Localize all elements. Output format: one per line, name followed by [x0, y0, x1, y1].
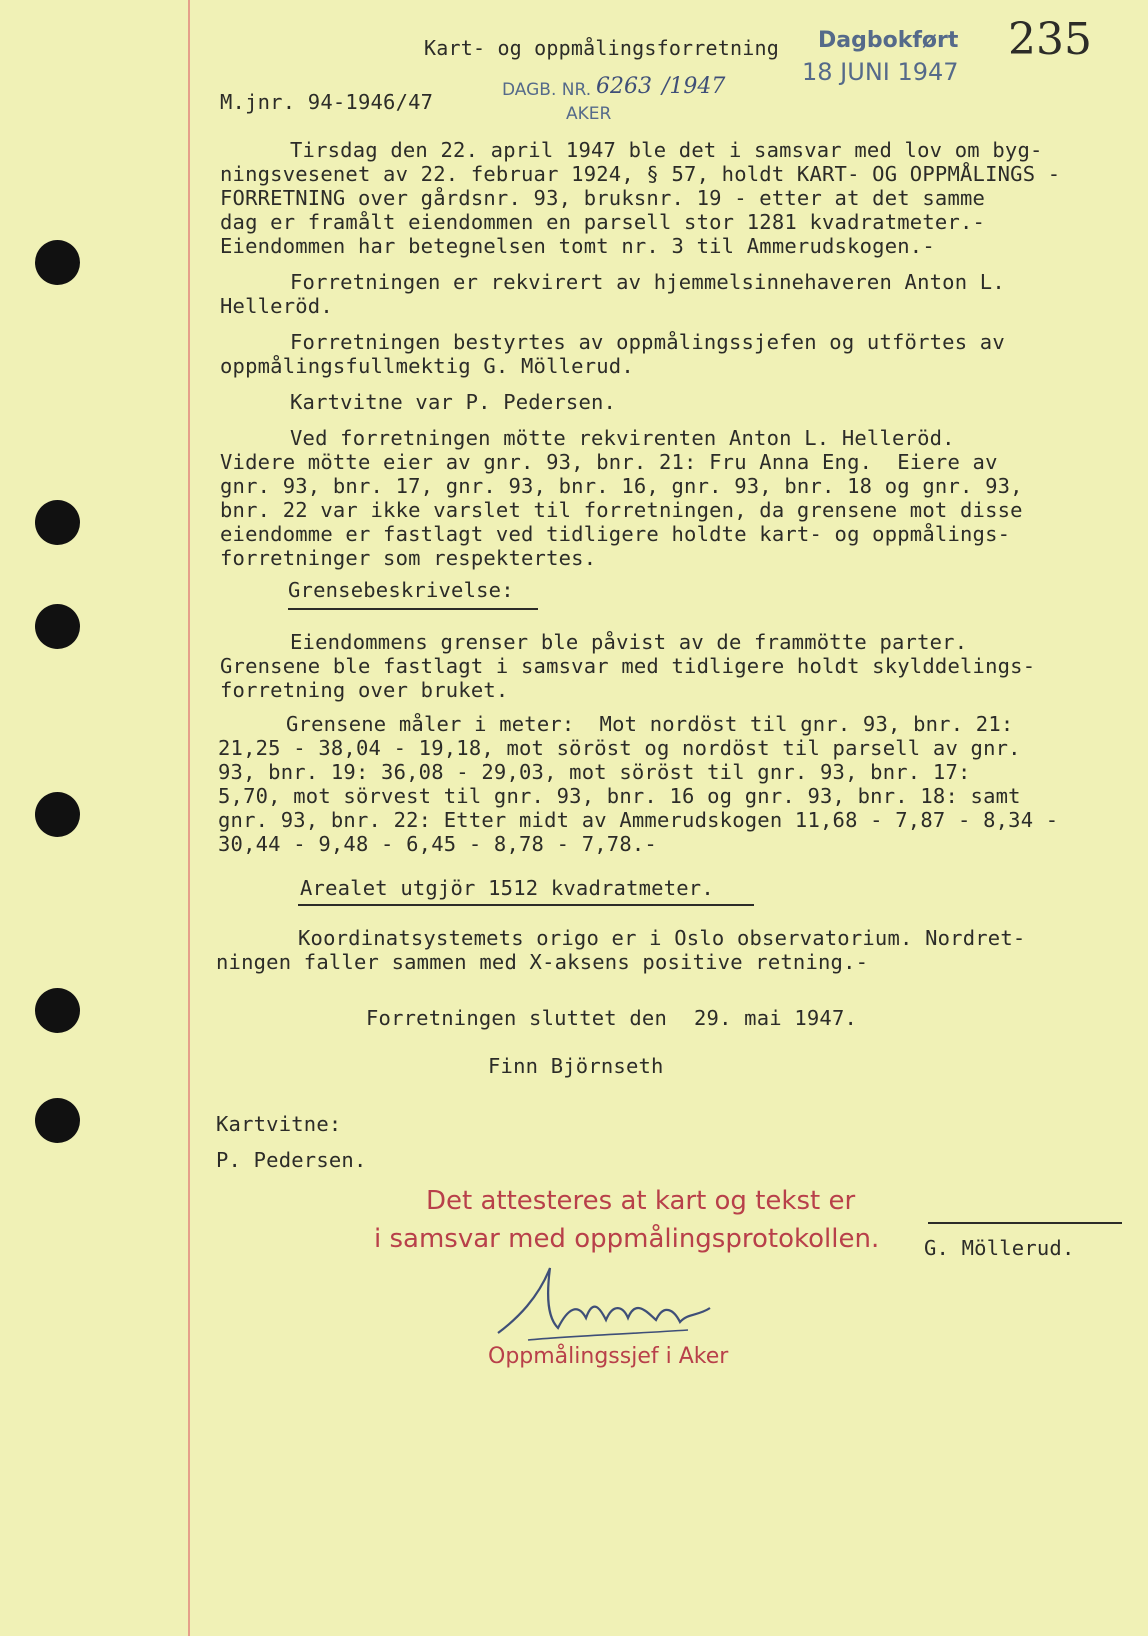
- witness-name: P. Pedersen.: [216, 1148, 367, 1172]
- body-line: Grensene måler i meter: Mot nordöst til gnr. 93, bnr. 21:: [286, 712, 1014, 736]
- area-underline: [298, 904, 754, 906]
- body-line: eiendomme er fastlagt ved tidligere holdte kart- og oppmålings-: [220, 522, 1011, 546]
- body-line: ningsvesenet av 22. februar 1924, § 57, holdt KART- OG OPPMÅLINGS -: [220, 162, 1061, 186]
- punch-hole: [35, 240, 80, 285]
- body-line: Grensene ble fastlagt i samsvar med tidligere holdt skylddelings-: [220, 654, 1036, 678]
- body-line: Eiendommens grenser ble påvist av de frammötte parter.: [290, 630, 968, 654]
- body-line: forretninger som respektertes.: [220, 546, 597, 570]
- body-line: 93, bnr. 19: 36,08 - 29,03, mot söröst til gnr. 93, bnr. 17:: [218, 760, 971, 784]
- punch-hole: [35, 988, 80, 1033]
- body-line: gnr. 93, bnr. 17, gnr. 93, bnr. 16, gnr. 93, bnr. 18 og gnr. 93,: [220, 474, 1023, 498]
- closing-date: 29. mai 1947.: [694, 1006, 858, 1030]
- registered-stamp-date: 18 JUNI 1947: [802, 58, 959, 86]
- registered-stamp-title: Dagbokført: [818, 28, 959, 53]
- office-title: Kart- og oppmålingsforretning: [424, 36, 779, 60]
- second-signer-name: G. Möllerud.: [924, 1236, 1075, 1260]
- body-line: 5,70, mot sörvest til gnr. 93, bnr. 16 og gnr. 93, bnr. 18: samt: [218, 784, 1021, 808]
- signature-rule: [928, 1222, 1122, 1224]
- punch-hole: [35, 1098, 80, 1143]
- signer-name: Finn Björnseth: [488, 1054, 664, 1078]
- closing-line: Forretningen sluttet den: [366, 1006, 668, 1030]
- body-line: Koordinatsystemets origo er i Oslo observatorium. Nordret-: [298, 926, 1026, 950]
- section-heading: Grensebeskrivelse:: [288, 578, 514, 602]
- body-line: Kartvitne var P. Pedersen.: [290, 390, 617, 414]
- heading-underline: [288, 608, 538, 610]
- body-line: gnr. 93, bnr. 22: Etter midt av Ammerudskogen 11,68 - 7,87 - 8,34 -: [218, 808, 1059, 832]
- page-number: 235: [1008, 14, 1092, 65]
- dagb-number: 6263: [596, 74, 652, 99]
- margin-rule: [188, 0, 190, 1636]
- body-line: Helleröd.: [220, 294, 333, 318]
- area-statement: Arealet utgjör 1512 kvadratmeter.: [300, 876, 714, 900]
- body-line: Forretningen er rekvirert av hjemmelsinnehaveren Anton L.: [290, 270, 1005, 294]
- attestation-stamp-line: i samsvar med oppmålingsprotokollen.: [374, 1224, 880, 1254]
- dagb-place: AKER: [566, 104, 612, 124]
- body-line: Videre mötte eier av gnr. 93, bnr. 21: Fru Anna Eng. Eiere av: [220, 450, 998, 474]
- body-line: FORRETNING over gårdsnr. 93, bruksnr. 19 - etter at det samme: [220, 186, 986, 210]
- body-line: Tirsdag den 22. april 1947 ble det i samsvar med lov om byg-: [290, 138, 1043, 162]
- body-line: Ved forretningen mötte rekvirenten Anton L. Helleröd.: [290, 426, 955, 450]
- journal-reference: M.jnr. 94-1946/47: [220, 90, 434, 114]
- body-line: 30,44 - 9,48 - 6,45 - 8,78 - 7,78.-: [218, 832, 657, 856]
- punch-hole: [35, 500, 80, 545]
- stamp-officer-title: Oppmålingssjef i Aker: [488, 1344, 729, 1369]
- dagb-prefix: DAGB. NR.: [502, 80, 592, 100]
- body-line: Eiendommen har betegnelsen tomt nr. 3 til Ammerudskogen.-: [220, 234, 935, 258]
- punch-hole: [35, 792, 80, 837]
- handwritten-signature: [488, 1258, 728, 1358]
- body-line: ningen faller sammen med X-aksens positive retning.-: [216, 950, 869, 974]
- dagb-year: /1947: [662, 74, 726, 99]
- body-line: bnr. 22 var ikke varslet til forretningen, da grensene mot disse: [220, 498, 1023, 522]
- body-line: 21,25 - 38,04 - 19,18, mot söröst og nordöst til parsell av gnr.: [218, 736, 1021, 760]
- body-line: Forretningen bestyrtes av oppmålingssjefen og utförtes av: [290, 330, 1005, 354]
- witness-label: Kartvitne:: [216, 1112, 342, 1136]
- body-line: oppmålingsfullmektig G. Möllerud.: [220, 354, 634, 378]
- attestation-stamp-line: Det attesteres at kart og tekst er: [426, 1186, 856, 1216]
- punch-hole: [35, 604, 80, 649]
- body-line: forretning over bruket.: [220, 678, 509, 702]
- body-line: dag er framålt eiendommen en parsell stor 1281 kvadratmeter.-: [220, 210, 986, 234]
